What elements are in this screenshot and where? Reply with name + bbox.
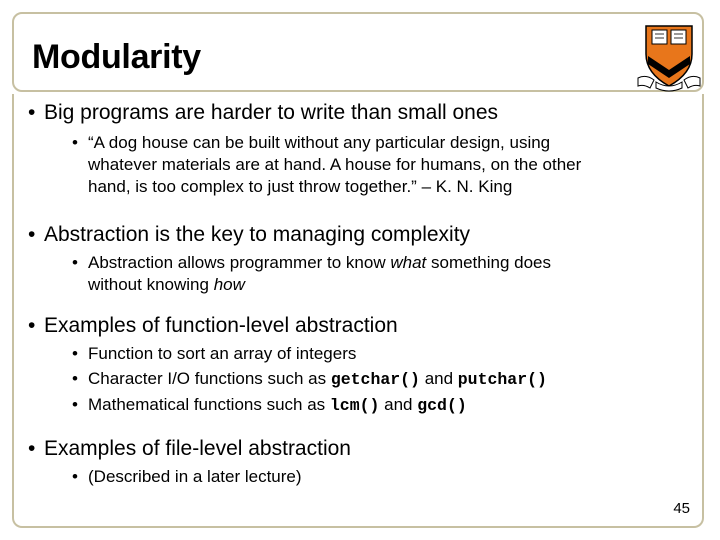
bullet-3-text: Examples of function-level abstraction bbox=[44, 314, 398, 337]
bullet-1 bbox=[28, 100, 499, 126]
sort-example-text: Function to sort an array of integers bbox=[88, 344, 357, 363]
abstraction-line-2: without knowing how bbox=[88, 275, 245, 294]
later-lecture-text: (Described in a later lecture) bbox=[88, 467, 302, 486]
bullet-dot: • bbox=[28, 223, 36, 246]
bullet-3 bbox=[28, 313, 398, 339]
quote-line-3: hand, is too complex to just throw together.” – K. N. King bbox=[88, 177, 513, 196]
bullet-dot: • bbox=[72, 133, 78, 152]
bullet-2 bbox=[28, 222, 471, 248]
abstraction-line-1: Abstraction allows programmer to know what something does bbox=[88, 253, 552, 272]
bullet-dot: • bbox=[72, 344, 78, 363]
bullet-3-sub-3: • Mathematical functions such as lcm() and gcd() bbox=[72, 395, 467, 415]
bullet-dot: • bbox=[72, 467, 78, 486]
quote-line-2: whatever materials are at hand. A house for humans, on the other bbox=[88, 155, 582, 174]
bullet-dot: • bbox=[72, 253, 78, 272]
code-getchar: getchar() bbox=[330, 370, 420, 389]
bullet-4-sub bbox=[72, 466, 302, 488]
bullet-dot: • bbox=[72, 395, 78, 414]
code-lcm: lcm() bbox=[329, 396, 380, 415]
quote-line-1: “A dog house can be built without any particular design, using bbox=[88, 133, 551, 152]
bullet-dot: • bbox=[28, 437, 36, 460]
bullet-4-text: Examples of file-level abstraction bbox=[44, 437, 351, 460]
princeton-shield-icon bbox=[636, 20, 702, 92]
code-gcd: gcd() bbox=[417, 396, 467, 415]
code-putchar: putchar() bbox=[457, 370, 547, 389]
bullet-4 bbox=[28, 436, 351, 462]
slide-title: Modularity bbox=[32, 38, 201, 76]
title-bar bbox=[12, 12, 704, 92]
bullet-2-sub bbox=[72, 252, 552, 296]
bullet-1-text: Big programs are harder to write than small ones bbox=[44, 101, 499, 124]
bullet-1-sub bbox=[72, 132, 582, 198]
bullet-2-text: Abstraction is the key to managing complexity bbox=[44, 223, 471, 246]
bullet-dot: • bbox=[72, 369, 78, 388]
math-functions-text: Mathematical functions such as bbox=[88, 395, 330, 414]
bullet-3-sub-1 bbox=[72, 343, 357, 365]
char-io-text: Character I/O functions such as bbox=[88, 369, 331, 388]
bullet-3-sub-2: • Character I/O functions such as getchar() and putchar() bbox=[72, 369, 547, 389]
page-number: 45 bbox=[673, 500, 690, 517]
bullet-dot: • bbox=[28, 314, 36, 337]
bullet-dot: • bbox=[28, 101, 36, 124]
